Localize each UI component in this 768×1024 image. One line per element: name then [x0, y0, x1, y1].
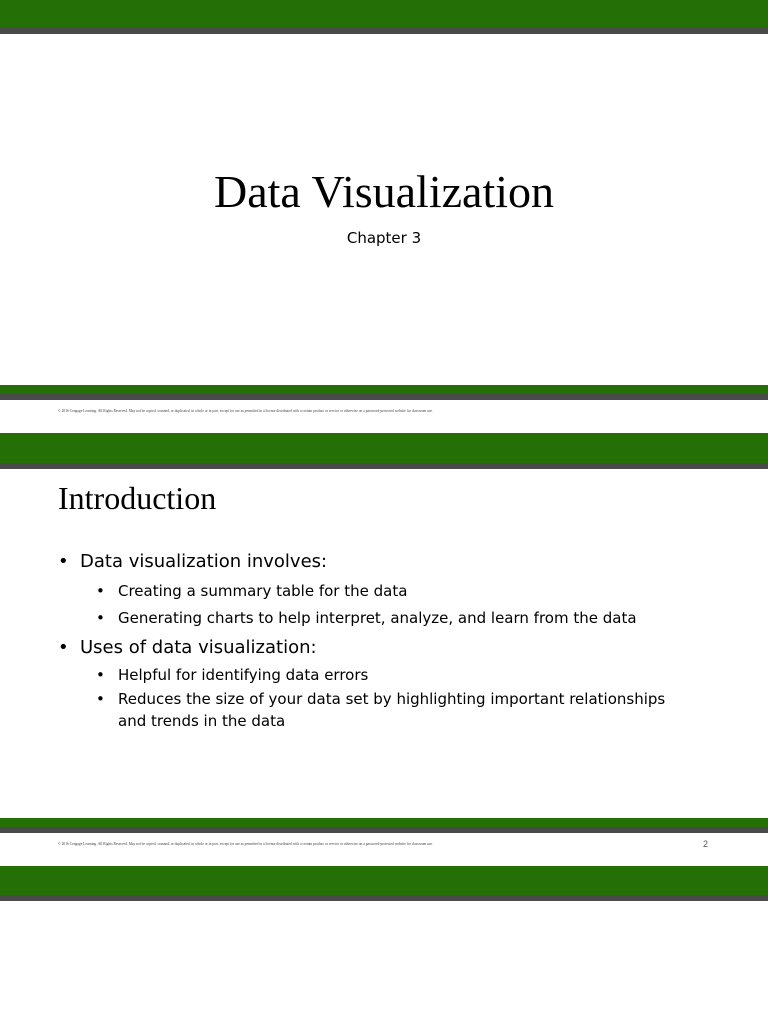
bullet-icon: •: [96, 690, 105, 708]
bullet-text: Uses of data visualization:: [80, 637, 317, 658]
slide2-page-number: 2: [703, 839, 709, 849]
list-item: [96, 688, 696, 732]
list-item: [58, 550, 327, 574]
slide2-footer-gray-band: [0, 827, 768, 833]
bullet-text: Creating a summary table for the data: [118, 582, 408, 600]
slide2-heading: Introduction: [58, 480, 217, 516]
slide1-footer-gray-band: [0, 394, 768, 400]
bullet-icon: •: [96, 582, 105, 600]
bullet-icon: •: [58, 637, 69, 658]
list-item: [58, 636, 317, 660]
list-item: [96, 607, 696, 629]
slide2-copyright: © 2016 Cengage Learning. All Rights Reserved. May not be copied, scanned, or duplicated, in whole or in part, except for use as permitted in a license distributed with a certain product or service or otherwise on a password-protected website for classroom use.: [58, 842, 433, 846]
bullet-icon: •: [58, 551, 69, 572]
bullet-text: Data visualization involves:: [80, 551, 328, 572]
bullet-icon: •: [96, 609, 105, 627]
bullet-icon: •: [96, 666, 105, 684]
slide2-footer-green-band: [0, 818, 768, 827]
slide2-top-gray-band: [0, 463, 768, 469]
slide3-top-gray-band: [0, 895, 768, 901]
slide2-top-green-band: [0, 433, 768, 463]
slide1-footer-green-band: [0, 385, 768, 394]
list-item: [96, 580, 696, 602]
slide1-subtitle: Chapter 3: [346, 229, 422, 247]
slide3-top-green-band: [0, 866, 768, 895]
slide1-top-gray-band: [0, 28, 768, 34]
slide1-top-green-band: [0, 0, 768, 28]
bullet-text: Helpful for identifying data errors: [118, 666, 369, 684]
slide1-title: Data Visualization: [213, 166, 554, 217]
list-item: [96, 664, 696, 686]
slide1-copyright: © 2016 Cengage Learning. All Rights Reserved. May not be copied, scanned, or duplicated, in whole or in part, except for use as permitted in a license distributed with a certain product or service or otherwise on a password-protected website for classroom use.: [58, 409, 433, 413]
bullet-text: Generating charts to help interpret, analyze, and learn from the data: [118, 609, 637, 627]
bullet-text: Reduces the size of your data set by highlighting important relationships and trends in the data: [118, 690, 666, 730]
